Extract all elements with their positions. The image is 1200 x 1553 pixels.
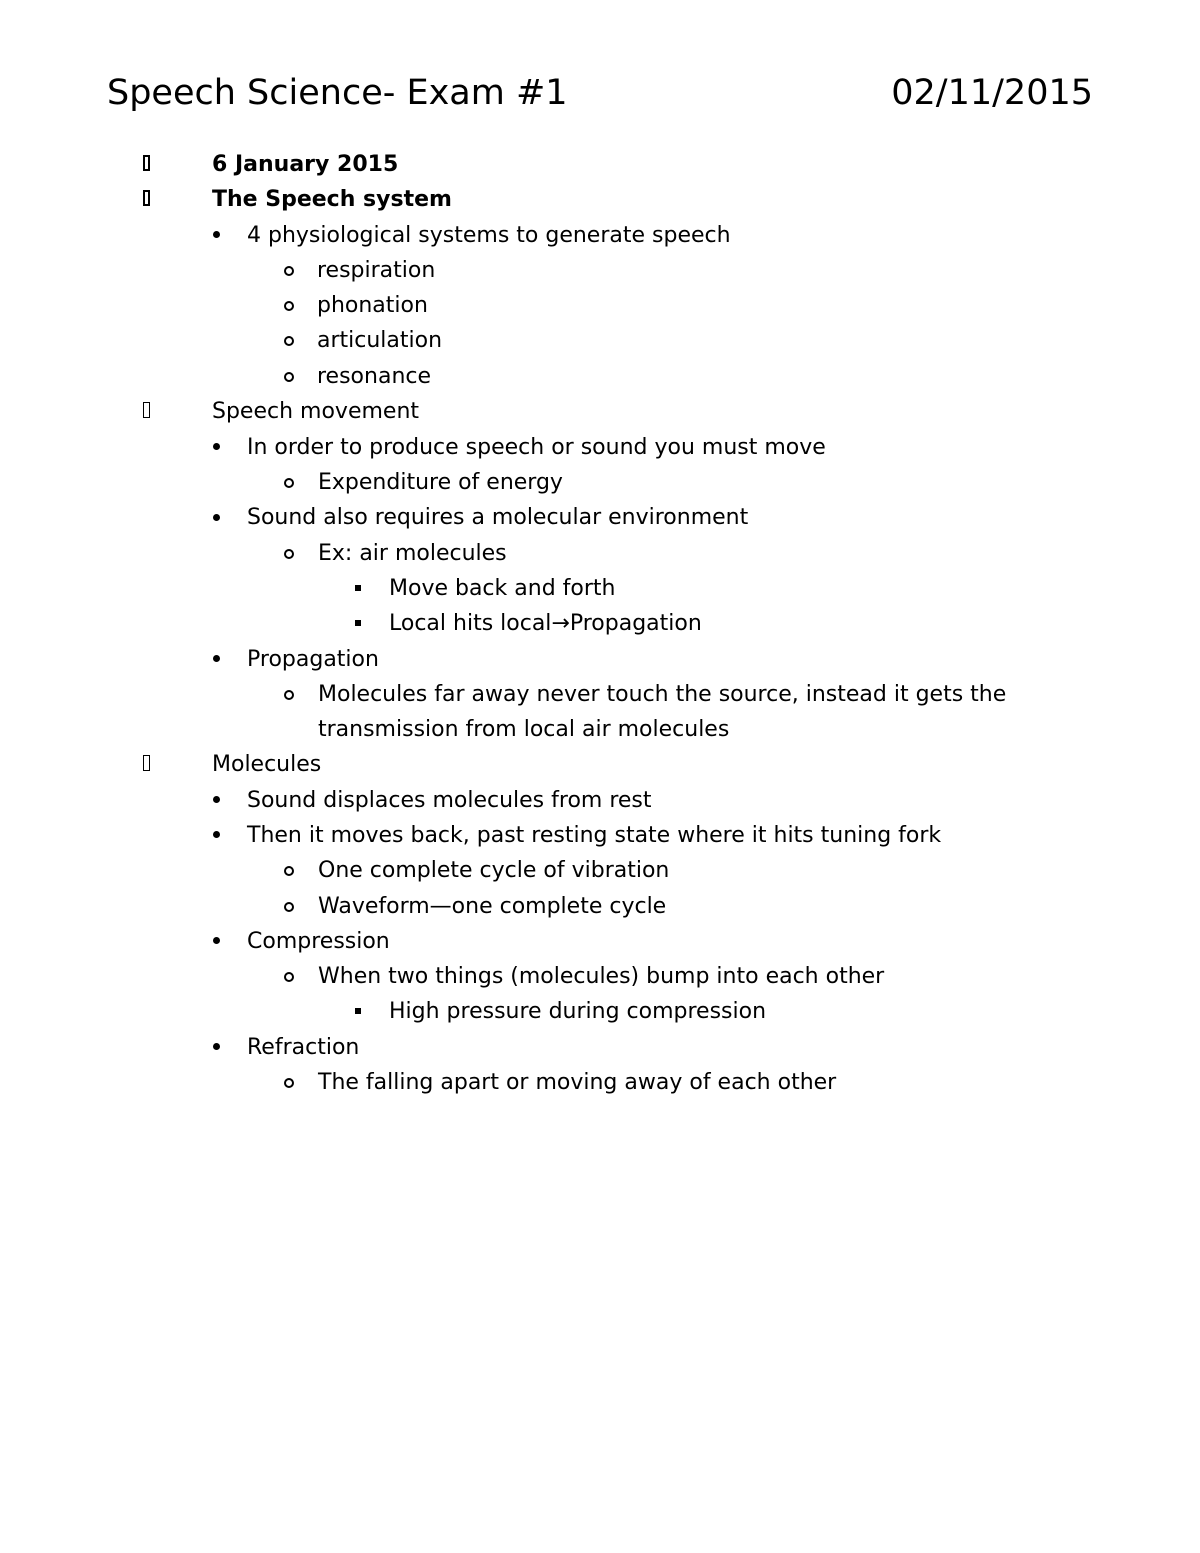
list-item: Compression (247, 929, 390, 954)
list-item: Molecules far away never touch the source, instead it gets the (318, 682, 1007, 707)
list-item: Ex: air molecules (318, 541, 507, 566)
list-item: Sound also requires a molecular environment (247, 505, 749, 530)
bullet-circle-icon (284, 336, 294, 346)
section-molecules: Molecules (212, 752, 322, 777)
list-item: respiration (317, 258, 436, 283)
bullet-square-icon (355, 620, 361, 626)
section-speech-movement: Speech movement (212, 399, 420, 424)
bullet-circle-icon (284, 266, 294, 276)
bullet-dot-icon (213, 443, 220, 450)
bullet-circle-icon (284, 902, 294, 912)
bullet-circle-icon (284, 301, 294, 311)
box-bullet-icon (143, 755, 150, 771)
right-arrow-icon: → (551, 611, 570, 636)
list-item: 4 physiological systems to generate speech (247, 223, 731, 248)
page-date: 02/11/2015 (891, 73, 1093, 113)
bullet-dot-icon (213, 831, 220, 838)
list-item-continuation: transmission from local air molecules (318, 717, 730, 742)
bullet-square-icon (355, 1008, 361, 1014)
list-item-text: Local hits local (389, 611, 552, 636)
section-speech-system: The Speech system (212, 187, 452, 212)
list-item: Then it moves back, past resting state where it hits tuning fork (247, 823, 942, 848)
bullet-circle-icon (284, 1078, 294, 1088)
bullet-dot-icon (213, 937, 220, 944)
list-item: Waveform—one complete cycle (318, 894, 667, 919)
list-item-text: Propagation (569, 611, 702, 636)
list-item: phonation (317, 293, 428, 318)
list-item: The falling apart or moving away of each other (318, 1070, 837, 1095)
bullet-square-icon (355, 585, 361, 591)
list-item: Expenditure of energy (318, 470, 563, 495)
list-item: Move back and forth (389, 576, 616, 601)
list-item: High pressure during compression (389, 999, 767, 1024)
bullet-circle-icon (284, 478, 294, 488)
box-bullet-icon (143, 190, 150, 206)
list-item: Sound displaces molecules from rest (247, 788, 652, 813)
bullet-circle-icon (284, 549, 294, 559)
list-item: One complete cycle of vibration (318, 858, 670, 883)
page-title: Speech Science- Exam #1 (107, 73, 568, 113)
bullet-circle-icon (284, 866, 294, 876)
list-item: Refraction (247, 1035, 360, 1060)
bullet-circle-icon (284, 690, 294, 700)
list-item: articulation (317, 328, 443, 353)
list-item: When two things (molecules) bump into each other (318, 964, 885, 989)
list-item (389, 609, 702, 639)
list-item: In order to produce speech or sound you must move (247, 435, 826, 460)
box-bullet-icon (143, 402, 150, 418)
bullet-circle-icon (284, 372, 294, 382)
list-item: resonance (317, 364, 432, 389)
bullet-dot-icon (213, 514, 220, 521)
box-bullet-icon (143, 155, 150, 171)
bullet-dot-icon (213, 231, 220, 238)
section-date-heading: 6 January 2015 (212, 152, 399, 177)
bullet-circle-icon (284, 972, 294, 982)
list-item: Propagation (247, 647, 379, 672)
bullet-dot-icon (213, 796, 220, 803)
bullet-dot-icon (213, 1043, 220, 1050)
bullet-dot-icon (213, 655, 220, 662)
